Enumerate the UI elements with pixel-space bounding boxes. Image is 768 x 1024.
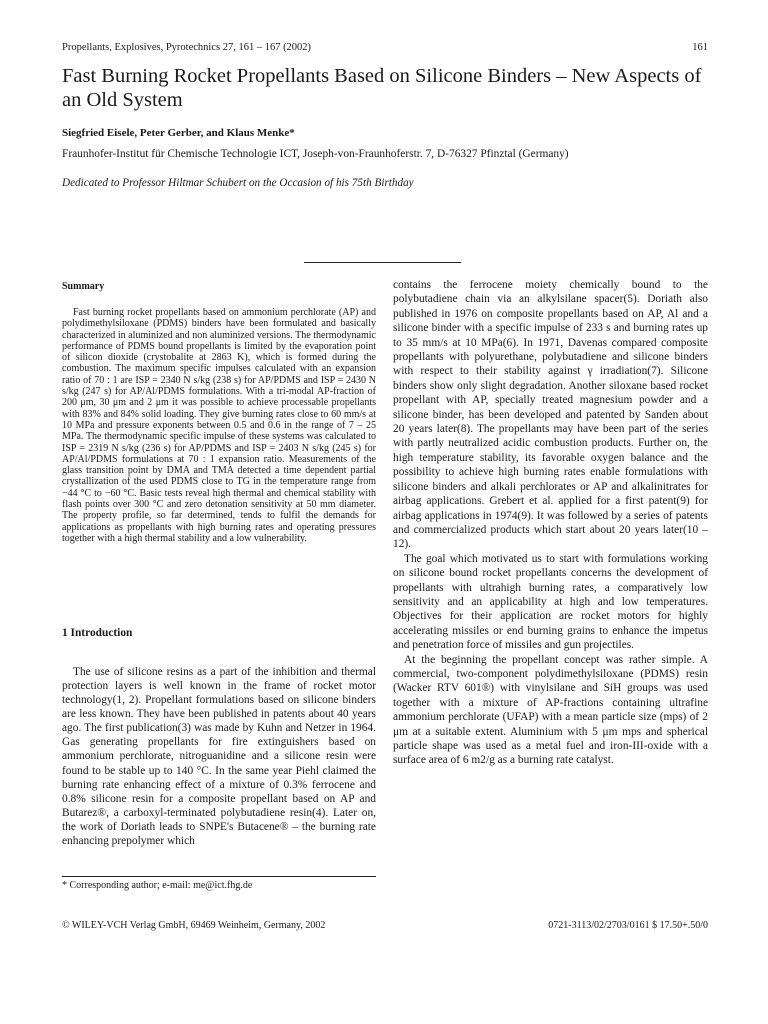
copyright-line: © WILEY-VCH Verlag GmbH, 69469 Weinheim, Germany, 2002 bbox=[62, 920, 326, 931]
paragraph-concept: At the beginning the propellant concept was rather simple. A commercial, two-component polydimethylsiloxane (PDMS) resin (Wacker RTV 601®) with vinylsilane and SiH groups was used together with a mixture of AP-fractions containing ultrafine ammonium perchlorate (UFAP) with a mean particle size (mps) of 2 μm at a suitable extent. Aluminium with 5 μm mps and spherical particle shape was used as a metal fuel and iron-III-oxide with a surface area of 6 m2/g as a burning rate catalyst. bbox=[393, 653, 708, 767]
right-column bbox=[393, 278, 708, 768]
page-number: 161 bbox=[692, 42, 708, 53]
paragraph-goal: The goal which motivated us to start with formulations working on silicone bound rocket propellants concerns the development of propellants with ultrahigh burning rates, a comparatively low sensitivity and an applicability at high and low temperatures. Objectives for their application are rocket motors for highly accelerating missiles or end burning grains to enhance the impetus and penetration force of missiles and gun projectiles. bbox=[393, 552, 708, 652]
journal-citation: Propellants, Explosives, Pyrotechnics 27, 161 – 167 (2002) bbox=[62, 42, 312, 53]
paragraph-ferrocene: contains the ferrocene moiety chemically bound to the polybutadiene chain via an alkylsilane spacer(5). Doriath also published in 1976 on composite propellants based on AP, Al and a silicone binder with a specific impulse of 233 s and burning rates up to 35 mm/s at 10 MPa(6). In 1971, Davenas compared composite propellants with polyurethane, polybutadiene and silicone binders with respect to their stability against γ irradiation(7). Silicone binders show only slight degradation. Another siloxane based rocket propellant with AP, specially treated magnesium powder and a silicone binder, has been developed and patented by Sanden about 20 years later(8). The propellants may have been part of the series with partly neutralized acidic combustion products. Further on, the high temperature stability, its favorable oxygen balance and the possibility to achieve high burning rates enable formulations with silicone binders and alkali perchlorates or AP and alkalinitrates for airbag applications. Grebert et al. applied for a first patent(9) for airbag applications in 1974(9). It was followed by a series of patents and commercialized products which start about 20 years later(10 – 12). bbox=[393, 279, 708, 551]
introduction-heading: 1 Introduction bbox=[62, 627, 133, 639]
corresponding-author-footnote: * Corresponding author; e-mail: me@ict.fhg.de bbox=[62, 880, 253, 891]
footnote-divider bbox=[62, 876, 376, 877]
affiliation: Fraunhofer-Institut für Chemische Technologie ICT, Joseph-von-Fraunhoferstr. 7, D-76327 Pfinztal (Germany) bbox=[62, 148, 569, 160]
dedication: Dedicated to Professor Hiltmar Schubert on the Occasion of his 75th Birthday bbox=[62, 177, 414, 189]
author-list: Siegfried Eisele, Peter Gerber, and Klaus Menke* bbox=[62, 127, 295, 139]
summary-heading: Summary bbox=[62, 281, 105, 292]
title-divider bbox=[304, 262, 461, 263]
article-code: 0721-3113/02/2703/0161 $ 17.50+.50/0 bbox=[548, 920, 708, 931]
article-title: Fast Burning Rocket Propellants Based on Silicone Binders – New Aspects of an Old System bbox=[62, 65, 702, 111]
introduction-body: The use of silicone resins as a part of the inhibition and thermal protection layers is well known in the frame of rocket motor technology(1, 2). Propellant formulations based on silicone binders are less known. They have been published in patents about 40 years ago. The first publication(3) was made by Kuhn and Netzer in 1964. Gas generating propellants for fire extinguishers based on ammonium perchlorate, nitroguanidine and a silicone resin were found to be stable up to 140 °C. In the same year Piehl claimed the burning rate enhancing effect of a mixture of 0.3% ferrocene and 0.8% silicone resin for a composite propellant based on AP and Butarez®, a carboxyl-terminated polybutadiene resin(4). Later on, the work of Doriath leads to SNPE's Butacene® – the burning rate enhancing prepolymer which bbox=[62, 666, 376, 847]
summary-body: Fast burning rocket propellants based on ammonium perchlorate (AP) and polydimethylsiloxane (PDMS) binders have been formulated and basically characterized in aluminized and non aluminized versions. The thermodynamic performance of PDMS bound propellants is limited by the evaporation point of silicon dioxide (crystobalite at 2863 K), which is formed during the combustion. The maximum specific impulses calculated with an expansion ratio of 70 : 1 are ISP = 2340 N s/kg (238 s) for AP/PDMS and ISP = 2430 N s/kg (247 s) for AP/Al/PDMS formulations. With a tri-modal AP-fraction of 200 μm, 30 μm and 2 μm it was possible to achieve processable propellants with 83% and 84% solid loading. They give burning rates close to 60 mm/s at 10 MPa and pressure exponents between 0.5 and 0.6 in the range of 7 – 25 MPa. The thermodynamic specific impulse of these systems was calculated to ISP = 2319 N s/kg (236 s) for AP/PDMS and ISP = 2403 N s/kg (245 s) for AP/Al/PDMS formulations at 70 : 1 expansion ratio. Measurements of the glass transition point by DMA and TMA detected a time dependent partial crystallization of the used PDMS close to TG in the temperature range from −44 °C to −60 °C. Basic tests reveal high thermal and chemical stability with flash points over 300 °C and zero detonation sensitivity at 50 mm diameter. The property profile, so far determined, tends to fulfil the demands for applications as propellants with high burning rates and operating pressures together with a high thermal stability and a low vulnerability. bbox=[62, 307, 376, 544]
